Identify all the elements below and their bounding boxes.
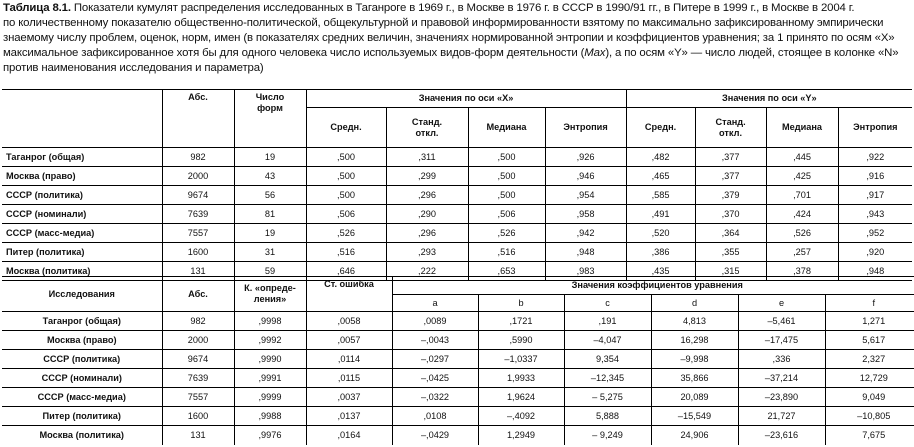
cell-c: ,191 (564, 312, 651, 331)
header-x-median: Медиана (468, 108, 545, 148)
caption-text-4a: максимальное зафиксированное хотя бы для одного человека число используемых видов-форм деятельности ( (3, 47, 585, 59)
cell-y-mean: ,465 (626, 167, 695, 186)
header-std-error: Ст. ошибка (306, 277, 392, 312)
header-abs: Абс. (162, 90, 234, 148)
cell-d: 35,866 (651, 369, 738, 388)
cell-x-std: ,293 (386, 243, 468, 262)
cell-a: –,0297 (392, 350, 478, 369)
header-group-x: Значения по оси «X» (306, 90, 626, 108)
cell-a: –,0043 (392, 331, 478, 350)
row-label: Москва (политика) (2, 262, 162, 281)
cell-x-mean: ,500 (306, 167, 386, 186)
cell-x-mean: ,506 (306, 205, 386, 224)
cell-k: ,9992 (234, 331, 306, 350)
cell-forms: 19 (234, 224, 306, 243)
header-coef-f: f (825, 295, 914, 312)
row-label: СССР (масс-медиа) (2, 388, 162, 407)
cell-a: ,0108 (392, 407, 478, 426)
row-label: СССР (номинали) (2, 205, 162, 224)
cell-abs: 7639 (162, 205, 234, 224)
row-label: Москва (право) (2, 331, 162, 350)
cell-abs: 2000 (162, 167, 234, 186)
cell-k: ,9990 (234, 350, 306, 369)
table-row (2, 407, 914, 426)
cell-x-std: ,290 (386, 205, 468, 224)
cell-d: –9,998 (651, 350, 738, 369)
cell-y-median: ,526 (766, 224, 838, 243)
header-x-entropy: Энтропия (545, 108, 626, 148)
table-row (2, 224, 912, 243)
header-empty (2, 90, 162, 148)
cell-y-mean: ,482 (626, 148, 695, 167)
cell-x-median: ,500 (468, 186, 545, 205)
cell-x-mean: ,646 (306, 262, 386, 281)
cell-x-mean: ,526 (306, 224, 386, 243)
cell-x-median: ,653 (468, 262, 545, 281)
row-label: Питер (политика) (2, 407, 162, 426)
cell-y-std: ,364 (695, 224, 766, 243)
cell-e: ,336 (738, 350, 825, 369)
table-row (2, 388, 914, 407)
caption-line-5: против наименования исследования и параметра) (3, 62, 264, 74)
cell-y-median: ,701 (766, 186, 838, 205)
header-forms-line1: Число (255, 92, 285, 102)
row-label: СССР (номинали) (2, 369, 162, 388)
header-studies: Исследования (2, 277, 162, 312)
cell-abs: 1600 (162, 407, 234, 426)
caption-line-2: по количественному показателю общественно-политической, общекультурной и правовой информированности взятому по максимально зафиксированному эмпирически (3, 17, 884, 29)
cell-d: 24,906 (651, 426, 738, 445)
cell-y-entropy: ,952 (838, 224, 912, 243)
cell-y-std: ,315 (695, 262, 766, 281)
header-y-entropy: Энтропия (838, 108, 912, 148)
cell-y-entropy: ,943 (838, 205, 912, 224)
cell-forms: 19 (234, 148, 306, 167)
cell-y-std: ,370 (695, 205, 766, 224)
cell-x-std: ,299 (386, 167, 468, 186)
cell-f: 9,049 (825, 388, 914, 407)
caption-max: Max (584, 47, 606, 59)
cell-d: 20,089 (651, 388, 738, 407)
row-label: Питер (политика) (2, 243, 162, 262)
cell-f: 5,617 (825, 331, 914, 350)
cell-d: –15,549 (651, 407, 738, 426)
cell-forms: 56 (234, 186, 306, 205)
table-row (2, 243, 912, 262)
table-row (2, 205, 912, 224)
cell-forms: 31 (234, 243, 306, 262)
cell-x-entropy: ,926 (545, 148, 626, 167)
cell-e: –23,616 (738, 426, 825, 445)
header-forms (234, 90, 306, 148)
header-forms-line2: форм (257, 103, 283, 113)
header-coef-d: d (651, 295, 738, 312)
cell-y-entropy: ,917 (838, 186, 912, 205)
table-row (2, 369, 914, 388)
header-coef-e: e (738, 295, 825, 312)
cell-c: – 5,275 (564, 388, 651, 407)
table-row (2, 426, 914, 445)
cell-forms: 43 (234, 167, 306, 186)
cell-y-std: ,379 (695, 186, 766, 205)
cell-k: ,9991 (234, 369, 306, 388)
header-x-std (386, 108, 468, 148)
cell-b: –,4092 (478, 407, 564, 426)
cell-k: ,9976 (234, 426, 306, 445)
caption-line-4 (3, 46, 911, 61)
cell-k: ,9999 (234, 388, 306, 407)
table-row (2, 148, 912, 167)
header-coef-b: b (478, 295, 564, 312)
caption-label: Таблица 8.1. (3, 2, 71, 14)
row-label: СССР (масс-медиа) (2, 224, 162, 243)
cell-b: 1,2949 (478, 426, 564, 445)
table-row (2, 186, 912, 205)
header-y-median: Медиана (766, 108, 838, 148)
cell-y-mean: ,491 (626, 205, 695, 224)
cell-y-median: ,445 (766, 148, 838, 167)
cell-abs: 7557 (162, 388, 234, 407)
row-label: Таганрог (общая) (2, 312, 162, 331)
cell-y-std: ,355 (695, 243, 766, 262)
caption-line-3: знаемому числу проблем, оценок, норм, имен (в показателях средних величин, значениях нормированной энтропии и коэффициентов уравнения; за 1 принято по осям «X» (3, 32, 895, 44)
cell-y-median: ,378 (766, 262, 838, 281)
cell-abs: 131 (162, 262, 234, 281)
cell-e: –17,475 (738, 331, 825, 350)
header-x-mean: Средн. (306, 108, 386, 148)
cell-x-entropy: ,948 (545, 243, 626, 262)
header-k-line2: ления» (253, 294, 287, 304)
coefficients-table-body (2, 312, 914, 445)
table-row (2, 350, 914, 369)
header-abs-2: Абс. (162, 277, 234, 312)
cell-b: 1,9624 (478, 388, 564, 407)
header-y-std-line2: откл. (719, 127, 743, 138)
cell-e: –5,461 (738, 312, 825, 331)
cell-x-std: ,311 (386, 148, 468, 167)
cell-x-std: ,296 (386, 224, 468, 243)
caption-line-1 (3, 1, 911, 16)
cell-c: 9,354 (564, 350, 651, 369)
cell-abs: 9674 (162, 350, 234, 369)
cell-d: 4,813 (651, 312, 738, 331)
cell-y-mean: ,386 (626, 243, 695, 262)
cell-abs: 1600 (162, 243, 234, 262)
cell-y-entropy: ,920 (838, 243, 912, 262)
cell-x-entropy: ,942 (545, 224, 626, 243)
cell-f: –10,805 (825, 407, 914, 426)
cell-y-mean: ,520 (626, 224, 695, 243)
cell-f: 2,327 (825, 350, 914, 369)
cell-abs: 131 (162, 426, 234, 445)
cell-abs: 2000 (162, 331, 234, 350)
header-x-std-line2: откл. (415, 127, 439, 138)
cell-e: 21,727 (738, 407, 825, 426)
cell-b: ,1721 (478, 312, 564, 331)
header-k-line1: К. «опреде- (244, 283, 296, 293)
distribution-table (2, 89, 912, 281)
cell-x-entropy: ,958 (545, 205, 626, 224)
cell-b: 1,9933 (478, 369, 564, 388)
header-coef-a: a (392, 295, 478, 312)
coefficients-table (2, 276, 914, 445)
cell-k: ,9988 (234, 407, 306, 426)
cell-abs: 7557 (162, 224, 234, 243)
cell-x-entropy: ,946 (545, 167, 626, 186)
row-label: Москва (право) (2, 167, 162, 186)
cell-abs: 982 (162, 312, 234, 331)
table-caption (3, 1, 911, 76)
cell-b: –1,0337 (478, 350, 564, 369)
header-coef-c: c (564, 295, 651, 312)
cell-se: ,0037 (306, 388, 392, 407)
cell-y-entropy: ,922 (838, 148, 912, 167)
row-label: Таганрог (общая) (2, 148, 162, 167)
cell-x-mean: ,500 (306, 148, 386, 167)
cell-x-median: ,516 (468, 243, 545, 262)
cell-y-std: ,377 (695, 148, 766, 167)
cell-se: ,0057 (306, 331, 392, 350)
cell-y-median: ,425 (766, 167, 838, 186)
table-row (2, 312, 914, 331)
caption-text-1: Показатели кумулят распределения исследованных в Таганроге в 1969 г., в Москве в 1976 г. в СССР в 1990/91 гг., в Питере в 1999 г., в Москве в 2004 г. (73, 2, 855, 14)
cell-x-median: ,500 (468, 167, 545, 186)
cell-se: ,0164 (306, 426, 392, 445)
cell-se: ,0058 (306, 312, 392, 331)
header-y-std-line1: Станд. (715, 116, 746, 127)
cell-x-entropy: ,954 (545, 186, 626, 205)
cell-a: –,0322 (392, 388, 478, 407)
header-coefficients-group: Значения коэффициентов уравнения (392, 277, 914, 295)
cell-x-median: ,526 (468, 224, 545, 243)
cell-y-entropy: ,916 (838, 167, 912, 186)
row-label: СССР (политика) (2, 186, 162, 205)
header-y-mean: Средн. (626, 108, 695, 148)
header-x-std-line1: Станд. (411, 116, 443, 127)
distribution-table-body (2, 148, 912, 281)
cell-e: –37,214 (738, 369, 825, 388)
cell-y-std: ,377 (695, 167, 766, 186)
cell-d: 16,298 (651, 331, 738, 350)
cell-y-entropy: ,948 (838, 262, 912, 281)
cell-y-mean: ,585 (626, 186, 695, 205)
cell-c: – 9,249 (564, 426, 651, 445)
caption-text-4b: ), а по осям «Y» — число людей, стоящее в колонке «N» (605, 47, 899, 59)
table-row (2, 331, 914, 350)
cell-abs: 7639 (162, 369, 234, 388)
cell-abs: 9674 (162, 186, 234, 205)
cell-e: –23,890 (738, 388, 825, 407)
cell-forms: 59 (234, 262, 306, 281)
cell-se: ,0137 (306, 407, 392, 426)
cell-forms: 81 (234, 205, 306, 224)
cell-y-median: ,424 (766, 205, 838, 224)
cell-c: –4,047 (564, 331, 651, 350)
cell-x-median: ,506 (468, 205, 545, 224)
cell-y-median: ,257 (766, 243, 838, 262)
cell-x-mean: ,500 (306, 186, 386, 205)
cell-f: 1,271 (825, 312, 914, 331)
cell-x-std: ,296 (386, 186, 468, 205)
header-y-std (695, 108, 766, 148)
cell-abs: 982 (162, 148, 234, 167)
table-row (2, 167, 912, 186)
header-group-y: Значения по оси «Y» (626, 90, 912, 108)
cell-x-entropy: ,983 (545, 262, 626, 281)
row-label: СССР (политика) (2, 350, 162, 369)
header-k-determination (234, 277, 306, 312)
cell-y-mean: ,435 (626, 262, 695, 281)
cell-f: 7,675 (825, 426, 914, 445)
cell-se: ,0114 (306, 350, 392, 369)
cell-f: 12,729 (825, 369, 914, 388)
cell-a: –,0429 (392, 426, 478, 445)
cell-b: ,5990 (478, 331, 564, 350)
cell-a: ,0089 (392, 312, 478, 331)
cell-se: ,0115 (306, 369, 392, 388)
cell-x-std: ,222 (386, 262, 468, 281)
cell-a: –,0425 (392, 369, 478, 388)
cell-x-mean: ,516 (306, 243, 386, 262)
cell-k: ,9998 (234, 312, 306, 331)
cell-c: 5,888 (564, 407, 651, 426)
cell-c: –12,345 (564, 369, 651, 388)
row-label: Москва (политика) (39, 429, 124, 440)
cell-x-median: ,500 (468, 148, 545, 167)
